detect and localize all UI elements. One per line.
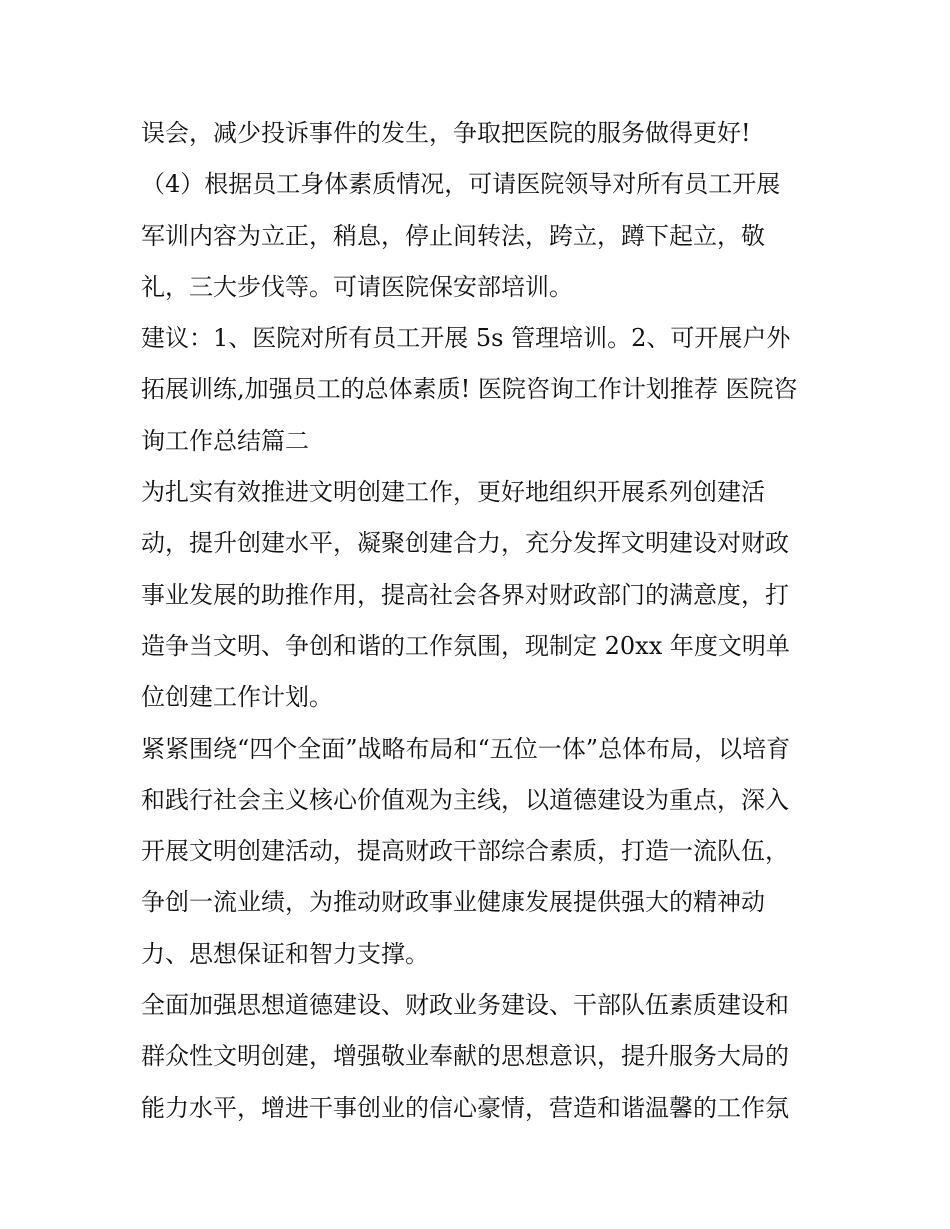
text-line: 拓展训练,加强员工的总体素质! 医院咨询工作计划推荐 医院咨 <box>141 375 798 404</box>
text-line: 力、思想保证和智力支撑。 <box>141 939 429 968</box>
text-line: 造争当文明、争创和谐的工作氛围，现制定 20xx 年度文明单 <box>141 631 790 660</box>
text-line: 询工作总结篇二 <box>141 426 309 455</box>
text-line: 位创建工作计划。 <box>141 683 333 712</box>
text-line: 和践行社会主义核心价值观为主线，以道德建设为重点，深入 <box>141 785 789 814</box>
text-line: 误会，减少投诉事件的发生，争取把医院的服务做得更好! <box>141 119 751 147</box>
text-line: 开展文明创建活动，提高财政干部综合素质，打造一流队伍， <box>141 837 789 866</box>
text-line: 能力水平，增进干事创业的信心豪情，营造和谐温馨的工作氛 <box>141 1093 789 1122</box>
text-line: （4）根据员工身体素质情况，可请医院领导对所有员工开展 <box>141 170 781 199</box>
text-line: 军训内容为立正，稍息，停止间转法，跨立，蹲下起立，敬 <box>141 221 765 250</box>
text-line: 争创一流业绩，为推动财政事业健康发展提供强大的精神动 <box>141 888 765 917</box>
document-body <box>141 108 821 1134</box>
text-line: 为扎实有效推进文明创建工作，更好地组织开展系列创建活 <box>141 478 765 507</box>
text-line: 建议：1、医院对所有员工开展 5s 管理培训。2、可开展户外 <box>141 324 791 353</box>
text-line: 群众性文明创建，增强敬业奉献的思想意识，提升服务大局的 <box>141 1042 789 1071</box>
text-line: 礼，三大步伐等。可请医院保安部培训。 <box>141 272 573 301</box>
text-line: 紧紧围绕“四个全面”战略布局和“五位一体”总体布局，以培育 <box>141 734 791 763</box>
text-line: 事业发展的助推作用，提高社会各界对财政部门的满意度，打 <box>141 580 789 609</box>
text-line: 动，提升创建水平，凝聚创建合力，充分发挥文明建设对财政 <box>141 529 789 558</box>
text-line: 全面加强思想道德建设、财政业务建设、干部队伍素质建设和 <box>141 991 789 1020</box>
